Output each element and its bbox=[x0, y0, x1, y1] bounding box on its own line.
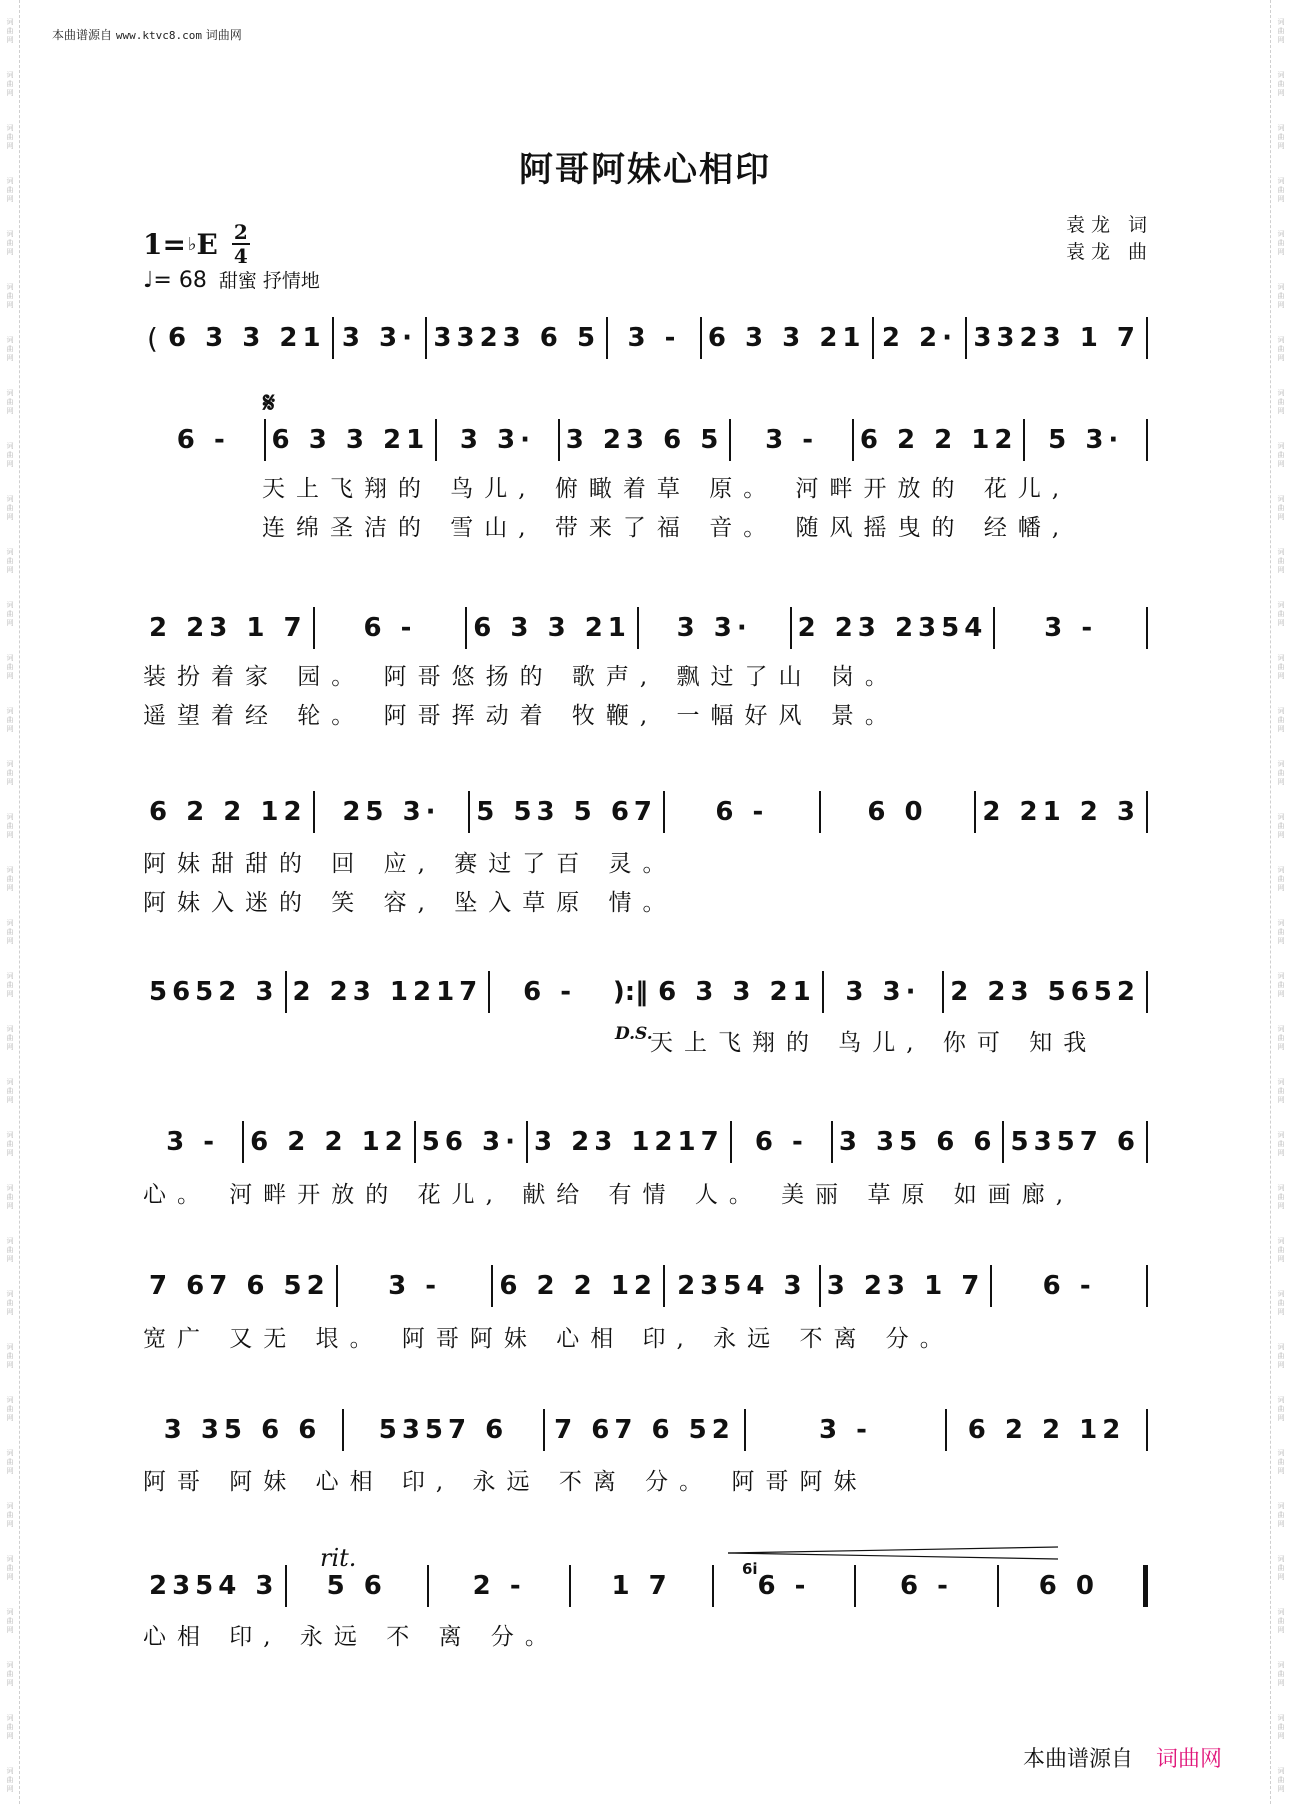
watermark-text: 词 曲 网 bbox=[6, 972, 14, 998]
watermark-text: 词 曲 网 bbox=[1277, 124, 1285, 150]
segno-icon: 𝄋 bbox=[263, 386, 276, 419]
watermark-text: 词 曲 网 bbox=[6, 177, 14, 203]
score-row bbox=[143, 308, 1148, 368]
measure: 1 7 bbox=[611, 1571, 672, 1601]
footer-source bbox=[1023, 1742, 1222, 1773]
watermark-text: 词 曲 网 bbox=[6, 1608, 14, 1634]
watermark-text: 词 曲 网 bbox=[1277, 654, 1285, 680]
measure: 5357 6 bbox=[1010, 1127, 1140, 1157]
watermark-text: 词 曲 网 bbox=[1277, 1661, 1285, 1687]
measure: 2 2· bbox=[881, 323, 957, 353]
watermark-text: 词 曲 网 bbox=[6, 707, 14, 733]
lyric-line: 天上飞翔的 鸟儿, 俯瞰着草 原。 河畔开放的 花儿, bbox=[262, 476, 1071, 502]
measure: 6 2 2 12 bbox=[859, 425, 1018, 455]
lyric-line: 宽广 又无 垠。 阿哥阿妹 心相 印, 永远 不离 分。 bbox=[143, 1326, 954, 1352]
measure: 3323 1 7 bbox=[973, 323, 1140, 353]
song-title: 阿哥阿妹心相印 bbox=[519, 150, 771, 190]
measure: 6 2 2 12 bbox=[149, 797, 307, 827]
measure: 3 23 1217 bbox=[533, 1127, 724, 1157]
score-row bbox=[143, 1112, 1148, 1172]
watermark-text: 词 曲 网 bbox=[1277, 972, 1285, 998]
watermark-text: 词 曲 网 bbox=[6, 336, 14, 362]
measure: 6 2 2 12 bbox=[250, 1127, 408, 1157]
watermark-text: 词 曲 网 bbox=[1277, 1078, 1285, 1104]
measure: 56 3· bbox=[421, 1127, 520, 1157]
score-row bbox=[143, 782, 1148, 842]
lyricist-credit: 袁龙 词 bbox=[1066, 214, 1154, 236]
footer-source-site[interactable]: 词曲网 bbox=[1156, 1747, 1223, 1772]
watermark-text: 词 曲 网 bbox=[6, 866, 14, 892]
header-source-site[interactable]: 词曲网 bbox=[205, 28, 242, 42]
measure: 3 3· bbox=[341, 323, 418, 353]
lyric-line: 阿妹入迷的 笑 容, 坠入草原 情。 bbox=[143, 890, 677, 916]
footer-source-prefix: 本曲谱源自 bbox=[1023, 1747, 1134, 1772]
watermark-text: 词 曲 网 bbox=[6, 124, 14, 150]
lyric-line: 连绵圣洁的 雪山, 带来了福 音。 随风摇曳的 经幡, bbox=[262, 515, 1071, 541]
watermark-text: 词 曲 网 bbox=[1277, 495, 1285, 521]
watermark-text: 词 曲 网 bbox=[6, 495, 14, 521]
measure: 3 - bbox=[1044, 613, 1098, 643]
measure: 6 - bbox=[754, 1127, 808, 1157]
measure: 2354 3 bbox=[677, 1271, 807, 1301]
measure: 3 3· bbox=[459, 425, 535, 455]
watermark-text: 词 曲 网 bbox=[6, 813, 14, 839]
measure: 6 0 bbox=[1038, 1571, 1099, 1601]
measure: 6 2 2 12 bbox=[967, 1415, 1126, 1445]
final-barline bbox=[1143, 1565, 1148, 1607]
score-row bbox=[143, 410, 1148, 470]
watermark-text: 词 曲 网 bbox=[1277, 601, 1285, 627]
measure: 5 53 5 67 bbox=[476, 797, 657, 827]
measure: 6 - bbox=[523, 977, 576, 1007]
flat-symbol: ♭ bbox=[187, 233, 197, 255]
watermark-text: 词 曲 网 bbox=[1277, 1608, 1285, 1634]
measure: 3 23 6 5 bbox=[565, 425, 724, 455]
watermark-text: 词 曲 网 bbox=[1277, 548, 1285, 574]
barline bbox=[1146, 317, 1148, 359]
lyric-line: 心相 印, 永远 不 离 分。 bbox=[143, 1624, 559, 1650]
key-signature bbox=[143, 222, 250, 266]
watermark-text: 词 曲 网 bbox=[6, 601, 14, 627]
measure: 5357 6 bbox=[378, 1415, 509, 1445]
watermark-text: 词 曲 网 bbox=[6, 18, 14, 44]
measure: 5 3· bbox=[1048, 425, 1124, 455]
watermark-text: 词 曲 网 bbox=[1277, 1714, 1285, 1740]
measure: 3 23 1 7 bbox=[826, 1271, 985, 1301]
barline bbox=[1146, 607, 1148, 649]
watermark-text: 词 曲 网 bbox=[6, 230, 14, 256]
watermark-text: 词 曲 网 bbox=[6, 1555, 14, 1581]
header-source bbox=[52, 26, 242, 43]
measure: 6 3 3 21 bbox=[167, 323, 326, 353]
measure: 6 3 3 21 bbox=[271, 425, 430, 455]
measure: 6 - bbox=[899, 1571, 953, 1601]
watermark-text: 词 曲 网 bbox=[1277, 1131, 1285, 1157]
watermark-text: 词 曲 网 bbox=[1277, 283, 1285, 309]
watermark-text: 词 曲 网 bbox=[1277, 71, 1285, 97]
watermark-text: 词 曲 网 bbox=[1277, 866, 1285, 892]
measure: 5652 3 bbox=[149, 977, 279, 1007]
watermark-text: 词 曲 网 bbox=[6, 1502, 14, 1528]
time-bottom: 4 bbox=[233, 244, 248, 268]
measure: 25 3· bbox=[342, 797, 441, 827]
watermark-text: 词 曲 网 bbox=[1277, 442, 1285, 468]
watermark-text: 词 曲 网 bbox=[6, 1449, 14, 1475]
measure: 2 23 2354 bbox=[797, 613, 988, 643]
credits bbox=[1066, 212, 1153, 266]
header-source-url[interactable]: www.ktvc8.com bbox=[115, 29, 202, 42]
tempo-marking bbox=[143, 266, 320, 293]
watermark-text: 词 曲 网 bbox=[6, 1025, 14, 1051]
measure: 6 3 3 21 bbox=[707, 323, 866, 353]
measure: 3 35 6 6 bbox=[838, 1127, 997, 1157]
right-watermark-strip bbox=[1270, 0, 1290, 1804]
watermark-text: 词 曲 网 bbox=[6, 654, 14, 680]
watermark-text: 词 曲 网 bbox=[6, 442, 14, 468]
watermark-text: 词 曲 网 bbox=[6, 389, 14, 415]
watermark-text: 词 曲 网 bbox=[6, 1767, 14, 1793]
score-row bbox=[143, 962, 1148, 1022]
measure: 3 - bbox=[166, 1127, 220, 1157]
watermark-text: 词 曲 网 bbox=[6, 1237, 14, 1263]
time-signature bbox=[232, 222, 250, 266]
watermark-text: 词 曲 网 bbox=[1277, 1025, 1285, 1051]
grace-notes: 6i̇ bbox=[742, 1560, 758, 1578]
score-row bbox=[143, 1256, 1148, 1316]
key-note: E bbox=[196, 227, 218, 261]
quarter-note-icon: ♩ bbox=[143, 268, 154, 293]
watermark-text: 词 曲 网 bbox=[6, 760, 14, 786]
measure: 6 - bbox=[176, 425, 230, 455]
measure: 6 - bbox=[363, 613, 417, 643]
measure: 3 - bbox=[627, 323, 681, 353]
measure: 6 - bbox=[757, 1571, 811, 1601]
watermark-text: 词 曲 网 bbox=[1277, 389, 1285, 415]
watermark-text: 词 曲 网 bbox=[1277, 919, 1285, 945]
watermark-text: 词 曲 网 bbox=[1277, 707, 1285, 733]
watermark-text: 词 曲 网 bbox=[1277, 1343, 1285, 1369]
measure: 2 23 1217 bbox=[292, 977, 483, 1007]
measure: 5 6 bbox=[326, 1571, 387, 1601]
measure: 6 3 3 21 bbox=[473, 613, 631, 643]
measure: 2354 3 bbox=[149, 1571, 279, 1601]
watermark-text: 词 曲 网 bbox=[1277, 1184, 1285, 1210]
measure: 6 2 2 12 bbox=[499, 1271, 657, 1301]
watermark-text: 词 曲 网 bbox=[6, 71, 14, 97]
lyric-line: 阿哥 阿妹 心相 印, 永远 不离 分。 阿哥阿妹 bbox=[143, 1469, 868, 1495]
barline bbox=[1146, 1409, 1148, 1451]
lyric-line: 装扮着家 园。 阿哥悠扬的 歌声, 飘过了山 岗。 bbox=[143, 664, 899, 690]
watermark-text: 词 曲 网 bbox=[6, 1131, 14, 1157]
barline bbox=[1146, 1265, 1148, 1307]
header-source-prefix: 本曲谱源自 bbox=[52, 28, 113, 42]
tempo-value: = 68 bbox=[153, 268, 207, 293]
watermark-text: 词 曲 网 bbox=[6, 919, 14, 945]
watermark-text: 词 曲 网 bbox=[1277, 1555, 1285, 1581]
lyric-line: 心。 河畔开放的 花儿, 献给 有情 人。 美丽 草原 如画廊, bbox=[143, 1182, 1075, 1208]
measure: 6 3 3 21 bbox=[658, 977, 816, 1007]
watermark-text: 词 曲 网 bbox=[6, 1661, 14, 1687]
measure: 3 3· bbox=[845, 977, 921, 1007]
watermark-text: 词 曲 网 bbox=[1277, 813, 1285, 839]
left-watermark-strip bbox=[0, 0, 20, 1804]
watermark-text: 词 曲 网 bbox=[1277, 1396, 1285, 1422]
watermark-text: 词 曲 网 bbox=[6, 283, 14, 309]
measure: 3 - bbox=[765, 425, 819, 455]
measure: 3323 6 5 bbox=[433, 323, 601, 353]
open-paren: ( bbox=[147, 321, 158, 355]
watermark-text: 词 曲 网 bbox=[6, 548, 14, 574]
measure: 3 - bbox=[388, 1271, 442, 1301]
time-top: 2 bbox=[233, 220, 248, 244]
watermark-text: 词 曲 网 bbox=[6, 1184, 14, 1210]
watermark-text: 词 曲 网 bbox=[1277, 1767, 1285, 1793]
tempo-mood: 甜蜜 抒情地 bbox=[218, 270, 320, 292]
lyric-line: 遥望着经 轮。 阿哥挥动着 牧鞭, 一幅好风 景。 bbox=[143, 703, 899, 729]
watermark-text: 词 曲 网 bbox=[1277, 177, 1285, 203]
barline bbox=[1146, 1121, 1148, 1163]
watermark-text: 词 曲 网 bbox=[1277, 1237, 1285, 1263]
measure: 6 0 bbox=[867, 797, 928, 827]
dal-segno-mark: D.S. bbox=[615, 1024, 653, 1044]
watermark-text: 词 曲 网 bbox=[1277, 18, 1285, 44]
barline bbox=[1146, 791, 1148, 833]
score-row bbox=[143, 1556, 1148, 1616]
watermark-text: 词 曲 网 bbox=[6, 1714, 14, 1740]
watermark-text: 词 曲 网 bbox=[1277, 230, 1285, 256]
measure: 6 - bbox=[715, 797, 769, 827]
watermark-text: 词 曲 网 bbox=[6, 1290, 14, 1316]
watermark-text: 词 曲 网 bbox=[1277, 1449, 1285, 1475]
measure: 2 - bbox=[472, 1571, 526, 1601]
measure: 6 - bbox=[1042, 1271, 1096, 1301]
measure: 3 3· bbox=[676, 613, 752, 643]
watermark-text: 词 曲 网 bbox=[6, 1396, 14, 1422]
measure: 2 21 2 3 bbox=[982, 797, 1140, 827]
lyric-line: 阿妹甜甜的 回 应, 赛过了百 灵。 bbox=[143, 851, 677, 877]
measure: 2 23 1 7 bbox=[149, 613, 307, 643]
barline bbox=[1146, 419, 1148, 461]
measure: 2 23 5652 bbox=[950, 977, 1140, 1007]
ritardando-mark: rit. bbox=[320, 1544, 357, 1572]
barline bbox=[1146, 971, 1148, 1013]
watermark-text: 词 曲 网 bbox=[1277, 1502, 1285, 1528]
key-prefix: 1= bbox=[143, 227, 186, 261]
lyric-line: 天上飞翔的 鸟儿, 你可 知我 bbox=[650, 1030, 1098, 1056]
measure: 7 67 6 52 bbox=[554, 1415, 735, 1445]
watermark-text: 词 曲 网 bbox=[6, 1343, 14, 1369]
measure: 7 67 6 52 bbox=[149, 1271, 330, 1301]
measure: 3 - bbox=[819, 1415, 872, 1445]
watermark-text: 词 曲 网 bbox=[1277, 760, 1285, 786]
watermark-text: 词 曲 网 bbox=[1277, 336, 1285, 362]
composer-credit: 袁龙 曲 bbox=[1066, 241, 1154, 263]
score-row bbox=[143, 598, 1148, 658]
score-row bbox=[143, 1400, 1148, 1460]
repeat-end-icon: ):‖ bbox=[612, 977, 649, 1007]
watermark-text: 词 曲 网 bbox=[1277, 1290, 1285, 1316]
watermark-text: 词 曲 网 bbox=[6, 1078, 14, 1104]
measure: 3 35 6 6 bbox=[163, 1415, 322, 1445]
